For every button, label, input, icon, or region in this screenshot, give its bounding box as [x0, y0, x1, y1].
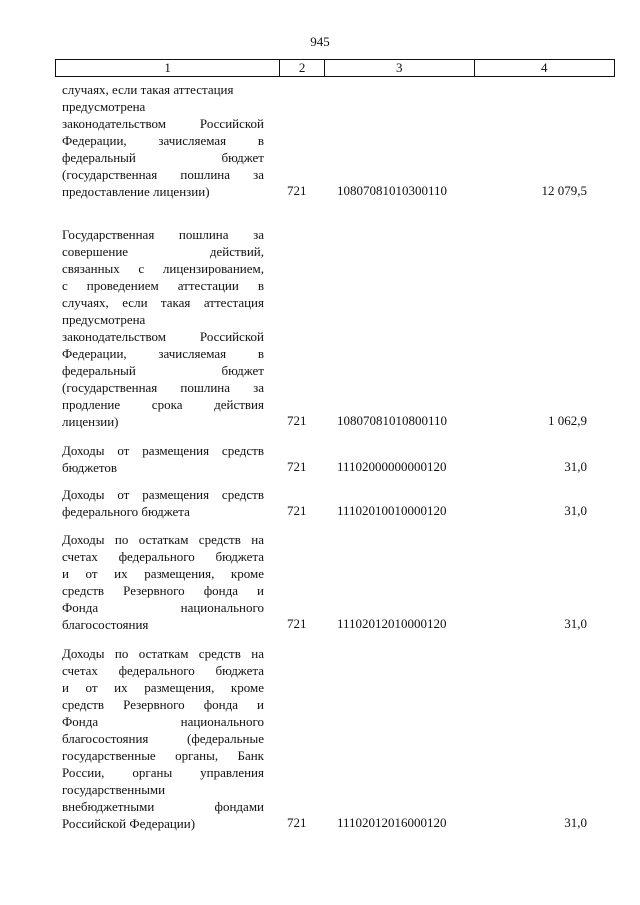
row-description: [62, 645, 264, 832]
desc-line: случаях, если такая аттестация: [62, 82, 234, 97]
desc-line: бюджетов: [62, 460, 118, 475]
desc-line: средств Резервного фонда и: [62, 697, 264, 712]
desc-line: предусмотрена: [62, 99, 146, 114]
amount-value: 31,0: [564, 616, 587, 631]
desc-line: совершение действий,: [62, 244, 264, 259]
desc-line: законодательством Российской: [62, 116, 264, 131]
desc-line: Доходы по остаткам средств на: [62, 532, 264, 547]
amount-value: 31,0: [564, 459, 587, 474]
desc-line: Доходы по остаткам средств на: [62, 646, 264, 661]
table-header-row: [55, 59, 615, 77]
desc-line: Фонда национального: [62, 600, 264, 615]
desc-line: Доходы от размещения средств: [62, 487, 264, 502]
admin-code: 721: [287, 616, 307, 631]
budget-classification-code: 10807081010300110: [337, 183, 448, 198]
desc-line: счетах федерального бюджета: [62, 549, 264, 564]
desc-line: Российской Федерации): [62, 816, 196, 831]
header-col-3: 3: [325, 60, 474, 76]
admin-code: 721: [287, 815, 307, 830]
row-description: [62, 442, 264, 476]
header-col-1: 1: [56, 60, 280, 76]
desc-line: Федерации, зачисляемая в: [62, 133, 264, 148]
desc-line: Фонда национального: [62, 714, 264, 729]
amount-value: 31,0: [564, 503, 587, 518]
desc-line: лицензии): [62, 414, 119, 429]
desc-line: продление срока действия: [62, 397, 264, 412]
desc-line: благосостояния (федеральные: [62, 731, 264, 746]
admin-code: 721: [287, 459, 307, 474]
budget-classification-code: 11102000000000120: [337, 459, 447, 474]
admin-code: 721: [287, 183, 307, 198]
desc-line: государственные органы, Банк: [62, 748, 264, 763]
desc-line: внебюджетными фондами: [62, 799, 264, 814]
row-description: [62, 486, 264, 520]
budget-classification-code: 11102010010000120: [337, 503, 447, 518]
desc-line: благосостояния: [62, 617, 149, 632]
amount-value: 1 062,9: [548, 413, 587, 428]
desc-line: (государственная пошлина за: [62, 167, 264, 182]
desc-line: и от их размещения, кроме: [62, 680, 264, 695]
budget-classification-code: 11102012016000120: [337, 815, 447, 830]
desc-line: (государственная пошлина за: [62, 380, 264, 395]
desc-line: связанных с лицензированием,: [62, 261, 264, 276]
desc-line: счетах федерального бюджета: [62, 663, 264, 678]
desc-line: федеральный бюджет: [62, 363, 264, 378]
desc-line: федеральный бюджет: [62, 150, 264, 165]
budget-classification-code: 11102012010000120: [337, 616, 447, 631]
desc-line: федерального бюджета: [62, 504, 190, 519]
desc-line: России, органы управления: [62, 765, 264, 780]
header-col-4: 4: [541, 60, 548, 75]
desc-line: законодательством Российской: [62, 329, 264, 344]
amount-value: 31,0: [564, 815, 587, 830]
desc-line: предоставление лицензии): [62, 184, 210, 199]
desc-line: предусмотрена: [62, 312, 146, 327]
page-number: 945: [310, 34, 330, 49]
row-description: [62, 531, 264, 633]
amount-value: 12 079,5: [541, 183, 587, 198]
header-col-2: 2: [280, 60, 325, 76]
desc-line: Государственная пошлина за: [62, 227, 264, 242]
row-description: [62, 81, 264, 200]
desc-line: и от их размещения, кроме: [62, 566, 264, 581]
desc-line: Доходы от размещения средств: [62, 443, 264, 458]
desc-line: Федерации, зачисляемая в: [62, 346, 264, 361]
desc-line: случаях, если такая аттестация: [62, 295, 264, 310]
admin-code: 721: [287, 503, 307, 518]
desc-line: средств Резервного фонда и: [62, 583, 264, 598]
admin-code: 721: [287, 413, 307, 428]
budget-classification-code: 10807081010800110: [337, 413, 448, 428]
desc-line: с проведением аттестации в: [62, 278, 264, 293]
row-description: [62, 226, 264, 430]
desc-line: государственными: [62, 782, 166, 797]
